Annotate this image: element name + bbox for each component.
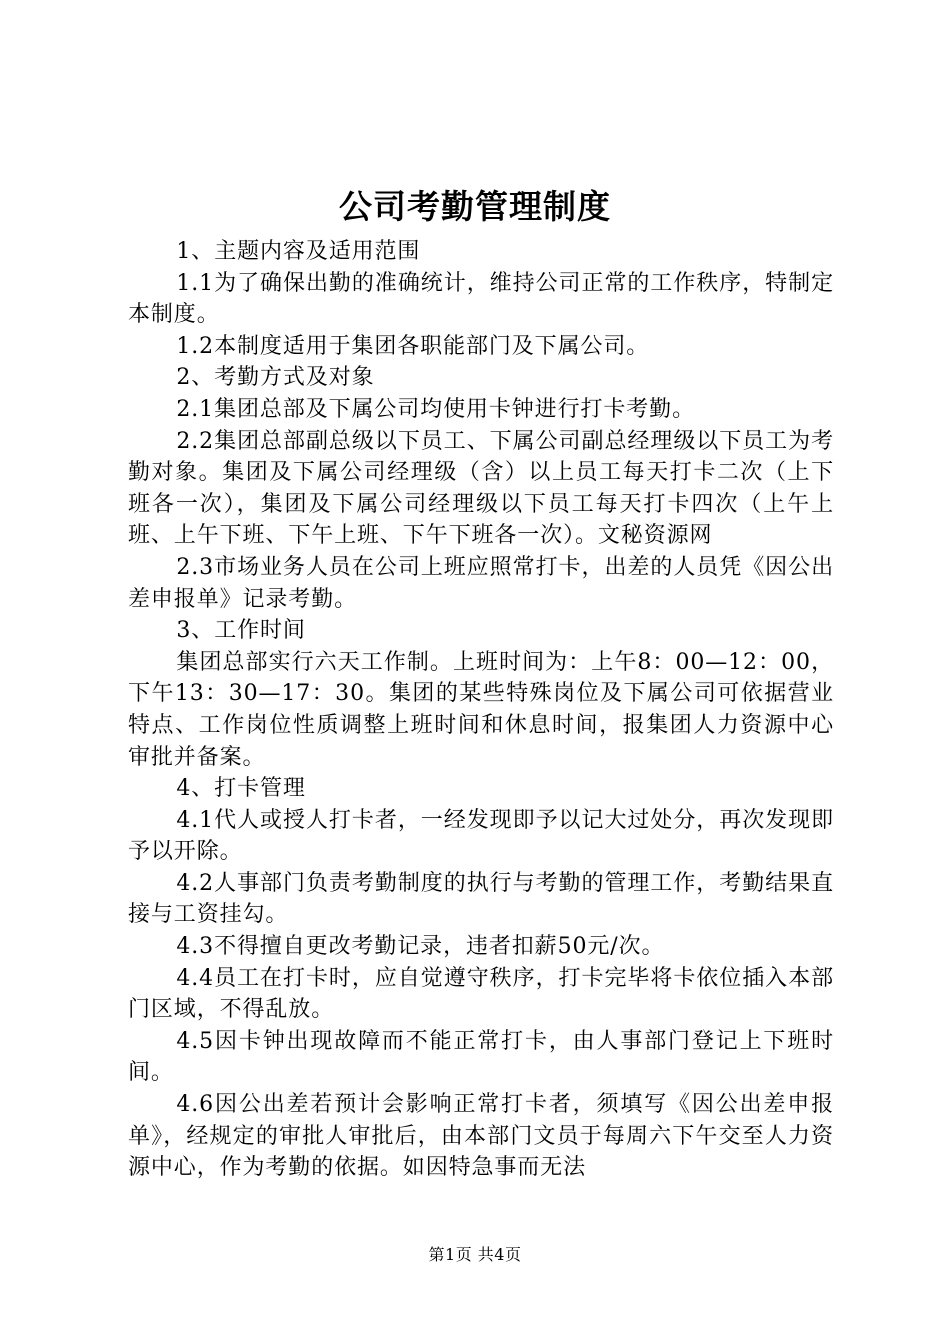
paragraph: 4.5因卡钟出现故障而不能正常打卡，由人事部门登记上下班时间。: [128, 1028, 834, 1086]
paragraph: 1.1为了确保出勤的准确统计，维持公司正常的工作秩序，特制定本制度。: [128, 270, 834, 328]
document-body: [128, 236, 834, 1184]
page-footer: 第1页 共4页: [428, 1245, 522, 1264]
section-heading: 2、考勤方式及对象: [176, 365, 375, 391]
paragraph: 2.3市场业务人员在公司上班应照常打卡，出差的人员凭《因公出差申报单》记录考勤。: [128, 554, 834, 612]
paragraph: 2.2集团总部副总级以下员工、下属公司副总经理级以下员工为考勤对象。集团及下属公司经理级（含）以上员工每天打卡二次（上下班各一次），集团及下属公司经理级以下员工每天打卡四次（上午上班、上午下班、下午上班、下午下班各一次）。文秘资源网: [128, 428, 834, 549]
paragraph: 集团总部实行六天工作制。上班时间为：上午8：00—12：00，下午13：30—17：30。集团的某些特殊岗位及下属公司可依据营业特点、工作岗位性质调整上班时间和休息时间，报集团人力资源中心审批并备案。: [128, 649, 834, 770]
paragraph: 4.1代人或授人打卡者，一经发现即予以记大过处分，再次发现即予以开除。: [128, 807, 834, 865]
paragraph: 2.1集团总部及下属公司均使用卡钟进行打卡考勤。: [176, 396, 695, 422]
paragraph: 4.2人事部门负责考勤制度的执行与考勤的管理工作，考勤结果直接与工资挂勾。: [128, 870, 834, 928]
paragraph: 4.3不得擅自更改考勤记录，违者扣薪50元/次。: [176, 934, 665, 960]
document-title: 公司考勤管理制度: [339, 187, 611, 226]
paragraph: 4.6因公出差若预计会影响正常打卡者，须填写《因公出差申报单》，经规定的审批人审批后，由本部门文员于每周六下午交至人力资源中心，作为考勤的依据。如因特急事而无法: [128, 1092, 834, 1181]
paragraph: 4.4员工在打卡时，应自觉遵守秩序，打卡完毕将卡依位插入本部门区域，不得乱放。: [128, 965, 834, 1023]
section-heading: 3、工作时间: [176, 618, 306, 644]
section-heading: 1、主题内容及适用范围: [176, 239, 421, 264]
paragraph: 1.2本制度适用于集团各职能部门及下属公司。: [176, 333, 650, 359]
section-heading: 4、打卡管理: [176, 776, 306, 802]
